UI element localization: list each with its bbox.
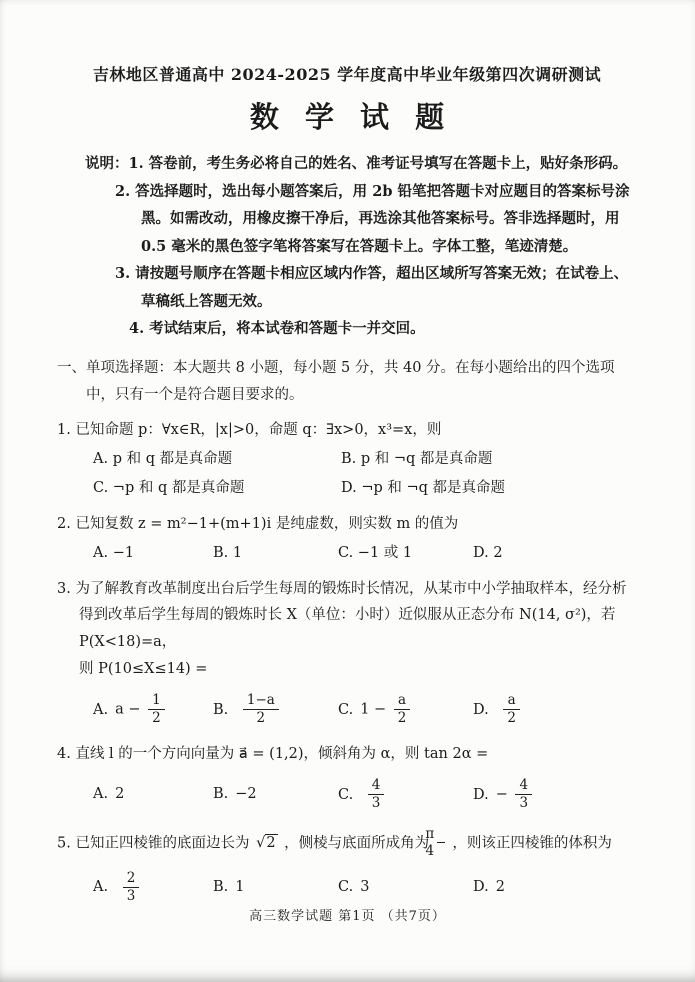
fraction [368,777,385,812]
option-d: D. ¬p 和 ¬q 都是真命题 [341,480,506,497]
fraction-denominator: 3 [126,887,136,904]
page-footer: 高三数学试题 第1页 （共7页） [249,909,446,924]
instruction-item-1 [85,150,637,178]
option-d [473,692,637,727]
question-1 [57,417,637,501]
fraction [394,692,411,727]
question-text-post: ，则该正四棱锥的体积为 [452,834,612,851]
option-d: D. 2 [473,544,503,561]
question-5 [57,826,637,910]
question-text-mid: ，侧棱与底面所成角为 [284,834,430,851]
option-a: A. p 和 q 都是真命题 [93,451,233,468]
option-label: B. [213,701,229,718]
instructions-label: 说明： [85,155,129,172]
option-c [338,777,473,812]
option-a: A. −1 [93,544,135,561]
fraction-numerator: 1−a [243,692,279,710]
fraction-denominator: 2 [397,710,407,727]
fraction-denominator: 3 [371,795,381,812]
fraction [148,692,165,727]
fraction-denominator: 2 [507,710,516,727]
instruction-item-3: 3. 请按题号顺序在答题卡相应区域内作答，超出区域所写答案无效；在试卷上、草稿纸上答题无效。 [115,265,629,310]
fraction-numerator: π [437,826,445,844]
option-c: C. −1 或 1 [338,544,413,561]
question-4 [57,741,637,817]
question-1-text: 1. 已知命题 p：∀x∈R，|x|>0，命题 q：∃x>0，x³=x，则 [57,422,442,439]
option-b [213,874,338,901]
square-root [256,835,277,851]
question-5-options [57,865,637,909]
question-text-pre: 5. 已知正四棱锥的底面边长为 [57,834,250,851]
option-text: 2 [115,786,125,803]
option-label: A. [93,879,109,896]
fraction-numerator: a [394,692,411,710]
option-label: D. [473,878,489,895]
question-3 [57,576,637,732]
option-label: A. [93,786,109,803]
option-pre-text: a − [115,701,141,718]
question-4-text: 4. 直线 l 的一个方向向量为 a⃗ = (1,2)，倾斜角为 α，则 tan 2α = [57,745,489,762]
fraction-numerator: 4 [368,777,385,795]
option-b: B. 1 [213,544,243,561]
fraction-denominator: 2 [256,710,266,727]
option-pre-text: − [495,786,508,803]
fraction-numerator: 2 [123,870,140,888]
option-text: 2 [495,878,505,895]
question-3-options [57,688,637,732]
question-4-options [57,773,637,817]
option-c: C. ¬p 和 q 都是真命题 [93,480,245,497]
section-title: 一、单项选择题：本大题共 8 小题，每小题 5 分，共 40 分。在每小题给出的四个选项中，只有一个是符合题目要求的。 [57,359,615,403]
instruction-text: 1. 答卷前，考生务必将自己的姓名、准考证号填写在答题卡上，贴好条形码。 [128,155,628,172]
question-3-text-cont: 则 P(10≤X≤14) = [79,660,208,677]
instruction-item-4: 4. 考试结束后，将本试卷和答题卡一并交回。 [129,320,425,338]
option-a [93,870,213,905]
fraction-denominator: 2 [152,710,161,727]
question-3-text: 3. 为了解教育改革制度出台后学生每周的锻炼时长情况，从某市中小学抽取样本，经分析得到改革后学生每周的锻炼时长 X（单位：小时）近似服从正态分布 N(14, σ²)，若 P(X<18)=a， [57,580,627,651]
option-d [473,777,637,812]
question-2-text: 2. 已知复数 z = m²−1+(m+1)i 是纯虚数，则实数 m 的值为 [57,515,459,532]
option-label: C. [338,786,354,803]
option-b [213,781,338,808]
option-pre-text: 1 − [360,701,387,718]
option-a [93,781,213,808]
option-label: C. [338,701,354,718]
radicand: 2 [266,834,276,851]
fraction-denominator: 3 [519,795,529,812]
option-b: B. p 和 ¬q 都是真命题 [341,451,493,468]
question-2-options [57,540,637,567]
fraction [123,870,140,905]
option-text: −2 [235,786,257,803]
fraction [515,777,532,812]
instruction-item-2: 2. 答选择题时，选出每小题答案后，用 2b 铅笔把答题卡对应题目的答案标号涂黑。如需改动，用橡皮擦干净后，再选涂其他答案标号。答非选择题时，用 0.5 毫米的黑色签字笔将答案写在答题卡上。字体工整，笔迹清楚。 [115,182,630,255]
question-1-options [57,446,637,502]
option-text: 3 [360,878,370,895]
instructions-block [57,150,637,343]
question-2 [57,511,637,567]
page-title: 数 学 试 题 [249,100,453,134]
option-label: B. [213,878,229,895]
fraction-numerator: 4 [515,777,532,795]
option-label: C. [338,878,354,895]
fraction-numerator: a [503,692,520,710]
option-c [338,874,473,901]
fraction-denominator: 4 [425,843,435,860]
option-label: D. [473,786,489,803]
option-c [338,692,473,727]
option-a [93,692,213,727]
fraction [243,692,279,727]
radical-sign: √ [256,834,266,851]
exam-header-line: 吉林地区普通高中 2024-2025 学年度高中毕业年级第四次调研测试 [92,65,602,84]
option-b [213,692,338,727]
option-d [473,874,637,901]
option-text: 1 [235,878,245,895]
fraction-numerator: 1 [148,692,165,710]
question-5-text [57,826,637,861]
option-label: D. [473,701,489,718]
option-label: B. [213,786,229,803]
option-label: A. [93,701,109,718]
fraction [503,692,520,727]
fraction [425,825,445,861]
